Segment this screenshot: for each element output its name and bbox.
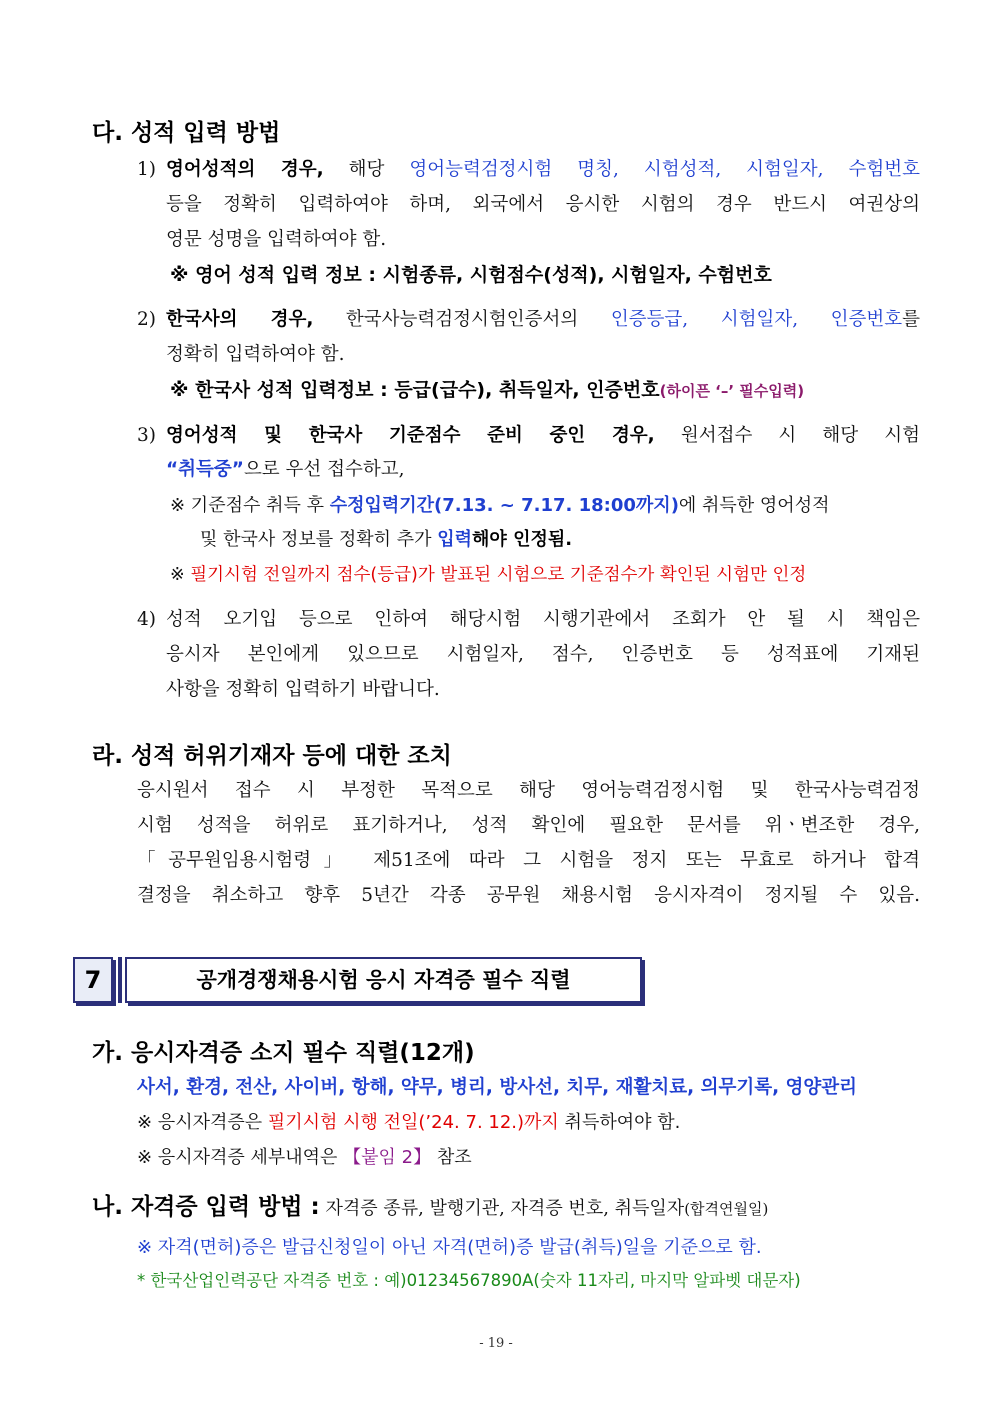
- item3-lead: 영어성적 및 한국사 기준점수 준비 중인 경우,: [166, 425, 655, 446]
- section-ra-line2: 시험 성적을 허위로 표기하거나, 성적 확인에 필요한 문서를 위ㆍ변조한 경우,: [137, 815, 920, 836]
- section-ra-line4: 결정을 취소하고 향후 5년간 각종 공무원 채용시험 응시자격이 정지될 수 있음.: [137, 885, 920, 906]
- item2-blue-text: 인증등급, 시험일자, 인증번호: [610, 309, 903, 330]
- item1-lead: 영어성적의 경우,: [166, 159, 324, 180]
- item2-note-small: (하이픈 ‘–’ 필수입력): [659, 382, 805, 400]
- item3-note1-blue: 수정입력기간(7.13. ~ 7.17. 18:00까지): [329, 495, 679, 516]
- section-ga-list: 사서, 환경, 전산, 사이버, 항해, 약무, 병리, 방사선, 치무, 재활치료, 의무기록, 영양관리: [137, 1077, 858, 1098]
- section-ga-note2-purple: 【붙임 2】: [343, 1147, 432, 1168]
- item2-line1: [166, 305, 920, 335]
- section-na-heading: [92, 1192, 768, 1224]
- section-ra-line1: 응시원서 접수 시 부정한 목적으로 해당 영어능력검정시험 및 한국사능력검정: [137, 780, 920, 801]
- item4-line2: 응시자 본인에게 있으므로 시험일자, 점수, 인증번호 등 성적표에 기재된: [166, 644, 920, 665]
- item3-note1-a: ※ 기준점수 취득 후: [170, 495, 330, 516]
- item3-note1-line2-b: 해야 인정됨.: [472, 529, 573, 550]
- item3-number: 3): [137, 425, 156, 446]
- section-na-note-blue: ※ 자격(면허)증은 발급신청일이 아닌 자격(면허)증 발급(취득)일을 기준으로 함.: [137, 1237, 762, 1258]
- item1-mid: 해당: [323, 159, 410, 180]
- item1-line2: 등을 정확히 입력하여야 하며, 외국에서 응시한 시험의 경우 반드시 여권상의: [166, 194, 920, 215]
- section-ga-title: 가. 응시자격증 소지 필수 직렬(12개): [92, 1040, 475, 1066]
- item1-line1: [166, 155, 920, 185]
- item4-line3: 사항을 정확히 입력하기 바랍니다.: [166, 679, 440, 700]
- item2-lead: 한국사의 경우,: [166, 309, 314, 330]
- item3-note1-line2-a: 및 한국사 정보를 정확히 추가: [200, 529, 438, 550]
- section-ga-note1: [137, 1108, 680, 1138]
- section-ra-title: 라. 성적 허위기재자 등에 대한 조치: [92, 743, 452, 769]
- section-na-desc-small: (합격연월일): [684, 1200, 769, 1218]
- section-ga-note1-b: 취득하여야 함.: [558, 1112, 681, 1133]
- item1-line3: 영문 성명을 입력하여야 함.: [166, 229, 387, 250]
- item1-note: ※ 영어 성적 입력 정보 : 시험종류, 시험점수(성적), 시험일자, 수험번호: [170, 264, 772, 286]
- item3-line2-tail: 으로 우선 접수하고,: [243, 459, 405, 480]
- item3-note2-red: 필기시험 전일까지 점수(등급)가 발표된 시험으로 기준점수가 확인된 시험만 인정: [190, 565, 807, 585]
- section-ga-note1-red: 필기시험 시행 전일(’24. 7. 12.)까지: [267, 1112, 559, 1133]
- section-ga-note2-b: 참조: [431, 1147, 472, 1168]
- section7-divider: [118, 957, 122, 1003]
- item2-note-main: ※ 한국사 성적 입력정보 : 등급(급수), 취득일자, 인증번호: [170, 379, 660, 401]
- item1-number: 1): [137, 159, 156, 180]
- item3-note1-b: 에 취득한 영어성적: [678, 495, 830, 516]
- section7-number-box: 7: [73, 957, 113, 1003]
- item3-tail: 원서접수 시 해당 시험: [654, 425, 920, 446]
- section-na-note-green: * 한국산업인력공단 자격증 번호 : 예)01234567890A(숫자 11자리, 마지막 알파벳 대문자): [137, 1271, 801, 1290]
- item3-note1-line2-blue: 입력: [437, 529, 473, 550]
- section-da-title: 다. 성적 입력 방법: [92, 120, 281, 146]
- section-na-desc: 자격증 종류, 발행기관, 자격증 번호, 취득일자: [319, 1198, 685, 1219]
- item2-line2: 정확히 입력하여야 함.: [166, 344, 345, 365]
- item1-blue-text: 영어능력검정시험 명칭, 시험성적, 시험일자, 수험번호: [409, 159, 920, 180]
- item2-tail: 를: [902, 309, 921, 330]
- section-ga-note1-a: ※ 응시자격증은: [137, 1112, 268, 1133]
- item3-note2-mark: ※: [170, 565, 191, 585]
- item3-line1: [166, 421, 920, 451]
- section-ra-line3: 「공무원임용시험령」 제51조에 따라 그 시험을 정지 또는 무효로 하거나 합격: [137, 850, 920, 871]
- item3-note1: [170, 491, 920, 521]
- item3-note2: [170, 560, 806, 590]
- section-ga-note2: [137, 1143, 472, 1173]
- section-ga-note2-a: ※ 응시자격증 세부내역은: [137, 1147, 344, 1168]
- item4-line1: 성적 오기입 등으로 인하여 해당시험 시행기관에서 조회가 안 될 시 책임은: [166, 609, 920, 630]
- page-number: - 19 -: [479, 1336, 513, 1351]
- section7-title-box: 공개경쟁채용시험 응시 자격증 필수 직렬: [125, 957, 642, 1003]
- item2-note: [170, 375, 804, 406]
- item4-number: 4): [137, 609, 156, 630]
- item3-note1-line2: [200, 525, 572, 555]
- item3-line2: [166, 455, 405, 485]
- section-na-title: 나. 자격증 입력 방법 :: [92, 1194, 320, 1220]
- item3-quote: “취득중”: [166, 459, 244, 480]
- item2-number: 2): [137, 309, 156, 330]
- item2-mid: 한국사능력검정시험인증서의: [313, 309, 611, 330]
